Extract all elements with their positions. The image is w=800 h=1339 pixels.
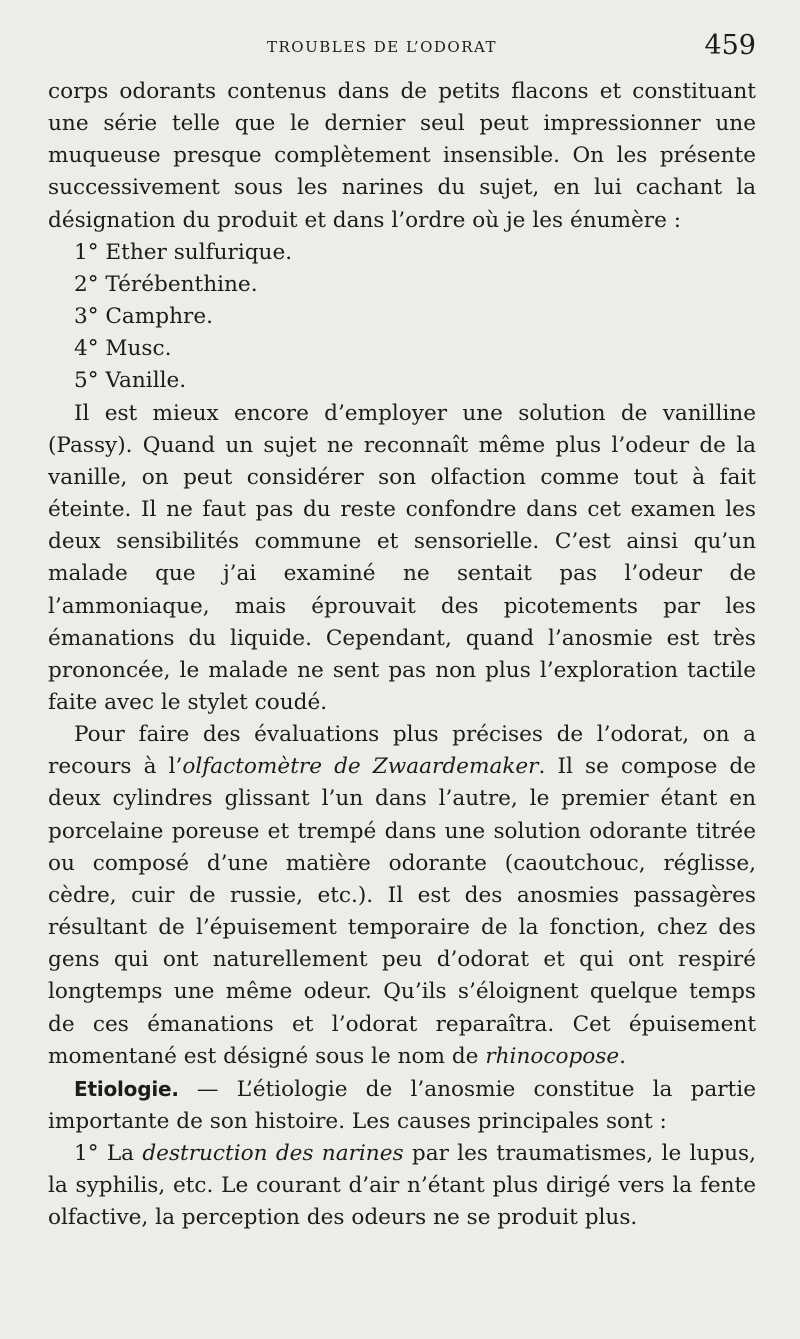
running-title: TROUBLES DE L’ODORAT: [266, 38, 498, 56]
text-run: — L’étiologie de l’anosmie constitue la partie importante de son histoire. Les causes principales sont :: [48, 1076, 756, 1134]
italic-term-rhinocopose: rhinocopose: [485, 1043, 620, 1069]
text-run: . Il se compose de deux cylindres glissant l’un dans l’autre, le premier étant en porcelaine poreuse et trempé dans une solution odorante titrée ou composé d’une matière odorante (caoutchouc, réglisse, cèdre, cuir de russie, etc.). Il est des anosmies passagères résultant de l’épuisement temporaire de la fonction, chez des gens qui ont naturellement peu d’odorat et qui ont respiré longtemps une même odeur. Qu’ils s’éloignent quelque temps de ces émanations et l’odorat reparaîtra. Cet épuisement momentané est désigné sous le nom de: [48, 754, 756, 1069]
page-header: [48, 28, 756, 76]
list-item: 5° Vanille.: [74, 368, 187, 394]
list-item: 3° Camphre.: [74, 304, 213, 330]
body-text: [48, 76, 756, 1235]
section-heading-etiologie: Etiologie.: [74, 1076, 179, 1101]
text-run: 1° La: [74, 1141, 143, 1167]
text-run: Pour faire des évaluations plus précises de l’odorat, on a recours à l’: [48, 722, 756, 780]
paragraph-continuation: corps odorants contenus dans de petits flacons et constituant une série telle que le dernier seul peut impressionner une muqueuse presque complètement insensible. On les présente successivement sous les narines du sujet, en lui cachant la désignation du produit et dans l’ordre où je les énumère :: [48, 79, 756, 233]
list-item: 2° Térébenthine.: [74, 271, 258, 297]
paragraph-destruction: [48, 1138, 756, 1234]
italic-term-destruction: destruction des narines: [142, 1141, 404, 1167]
paragraph-etiologie: [48, 1073, 756, 1138]
page-number: 459: [704, 30, 756, 61]
list-item: 1° Ether sulfurique.: [74, 239, 293, 265]
list-item: 4° Musc.: [74, 336, 172, 362]
text-run: .: [619, 1043, 627, 1069]
text-run: par les traumatismes, le lupus, la syphilis, etc. Le courant d’air n’étant plus dirigé vers la fente olfactive, la perception des odeurs ne se produit plus.: [48, 1141, 757, 1231]
paragraph-vanilline: Il est mieux encore d’employer une solution de vanilline (Passy). Quand un sujet ne reconnaît même plus l’odeur de la vanille, on peut considérer son olfaction comme tout à fait éteinte. Il ne faut pas du reste confondre dans cet examen les deux sensibilités commune et sensorielle. C’est ainsi qu’un malade que j’ai examiné ne sentait pas l’odeur de l’ammoniaque, mais éprouvait des picotements par les émanations du liquide. Cependant, quand l’anosmie est très prononcée, le malade ne sent pas non plus l’exploration tactile faite avec le stylet coudé.: [48, 400, 756, 715]
paragraph-olfactometre: [48, 719, 756, 1073]
italic-term-olfactometre: olfactomètre de Zwaardemaker: [182, 754, 539, 780]
